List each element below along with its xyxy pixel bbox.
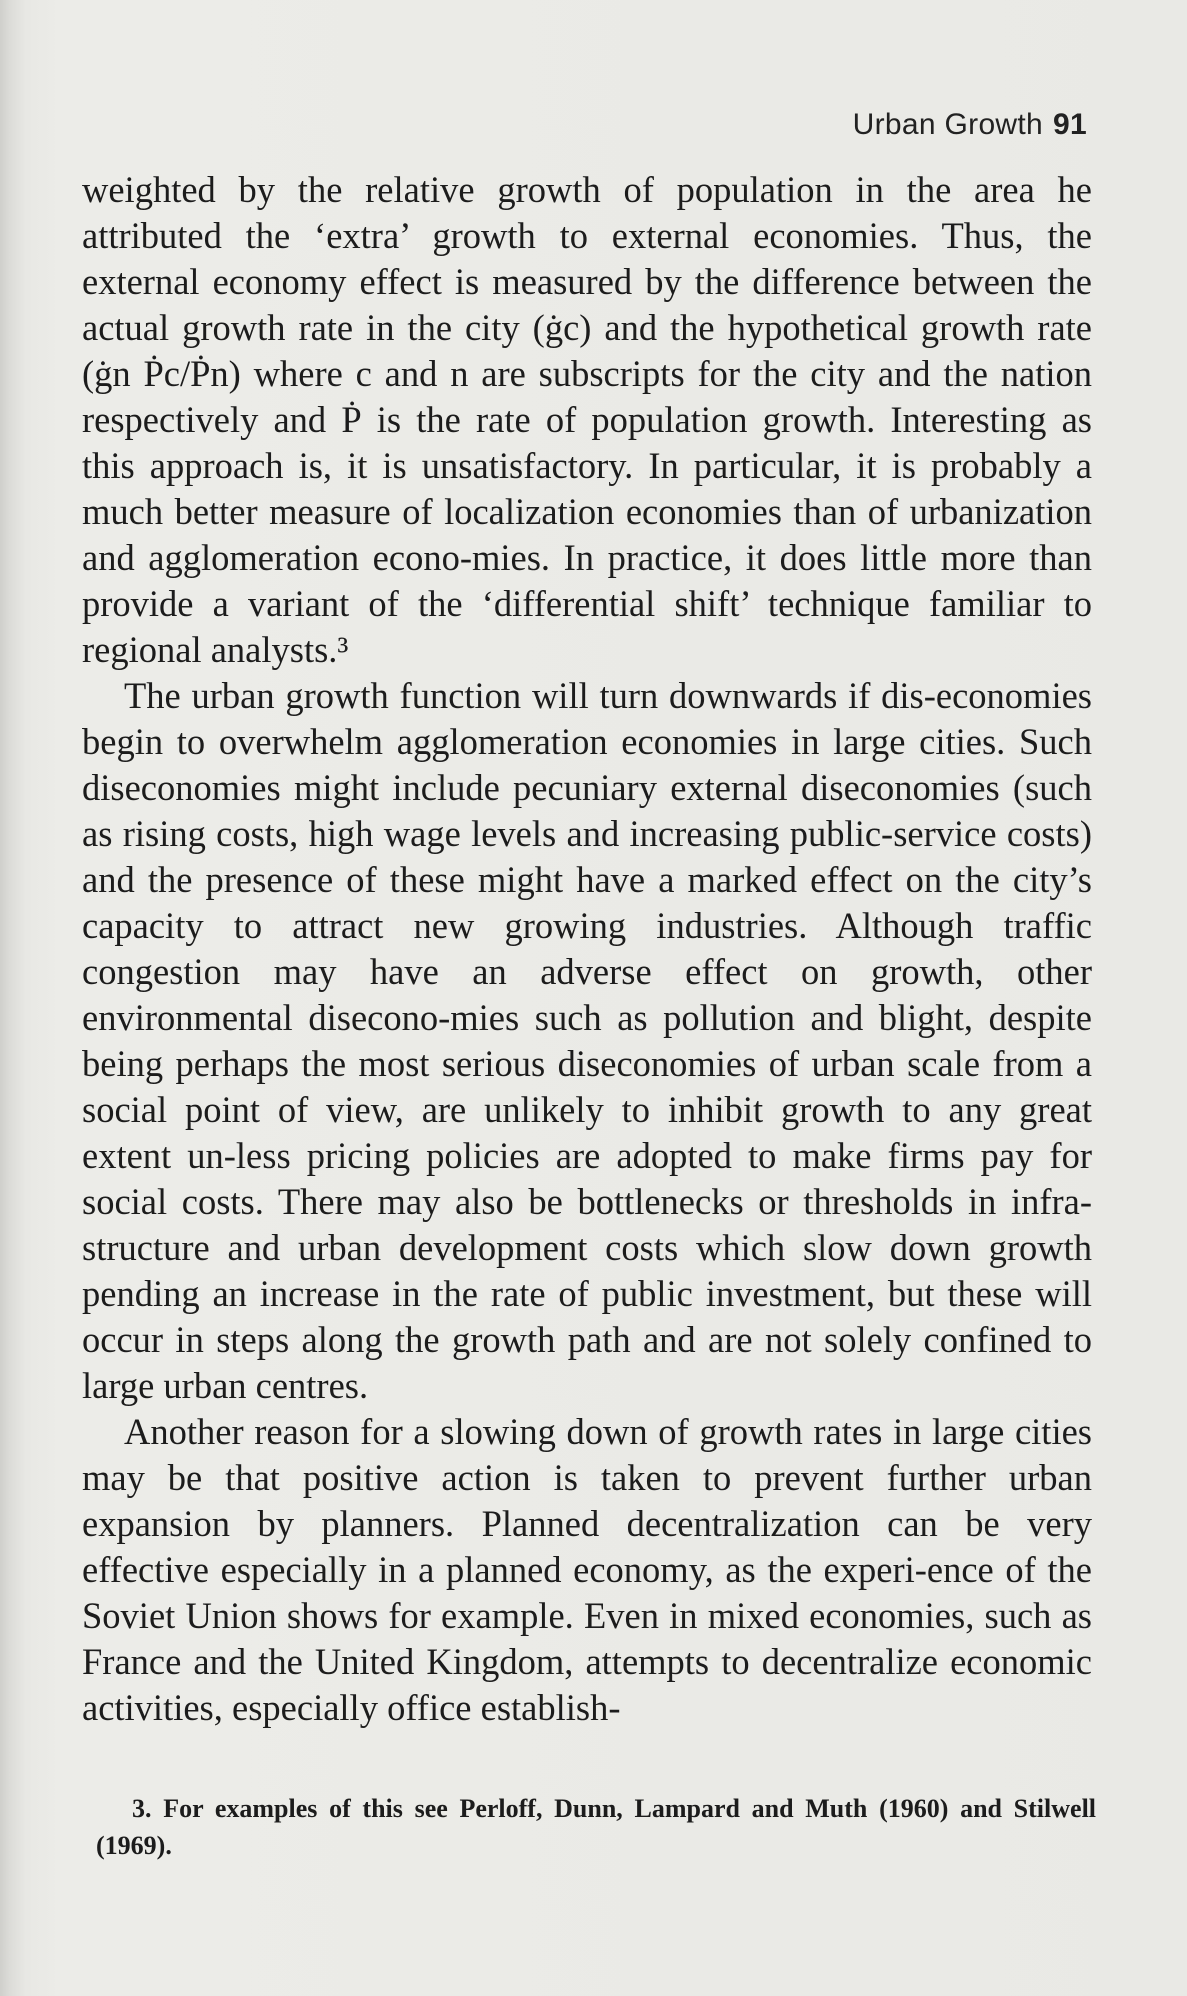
footnote [96, 1790, 1096, 1864]
paragraph-2: The urban growth function will turn downwards if dis-economies begin to overwhelm agglomeration economies in large cities. Such diseconomies might include pecuniary external diseconomies (such as rising costs, high wage levels and increasing public-service costs) and the presence of these might have a marked effect on the city’s capacity to attract new growing industries. Although traffic congestion may have an adverse effect on growth, other environmental disecono-mies such as pollution and blight, despite being perhaps the most serious diseconomies of urban scale from a social point of view, are unlikely to inhibit growth to any great extent un-less pricing policies are adopted to make firms pay for social costs. There may also be bottlenecks or thresholds in infra-structure and urban development costs which slow down growth pending an increase in the rate of public investment, but these will occur in steps along the growth path and are not solely confined to large urban centres. [82, 675, 1092, 1406]
paragraph-3: Another reason for a slowing down of growth rates in large cities may be that positive action is taken to prevent further urban expansion by planners. Planned decentralization can be very effective especially in a planned economy, as the experi-ence of the Soviet Union shows for example. Even in mixed economies, such as France and the United Kingdom, attempts to decentralize economic activities, especially office establish- [82, 1411, 1092, 1728]
body-text [82, 167, 1092, 1731]
paragraph-1: weighted by the relative growth of population in the area he attributed the ‘extra’ growth to external economies. Thus, the external economy effect is measured by the difference between the actual growth rate in the city (ġc) and the hypothetical growth rate (ġn Ṗc/Ṗn) where c and n are subscripts for the city and the nation respectively and Ṗ is the rate of population growth. Interesting as this approach is, it is unsatisfactory. In particular, it is probably a much better measure of localization economies than of urbanization and agglomeration econo-mies. In practice, it does little more than provide a variant of the ‘differential shift’ technique familiar to regional analysts.³ [82, 169, 1092, 670]
page-number: 91 [1053, 108, 1087, 141]
running-head [853, 108, 1087, 142]
running-title: Urban Growth [852, 108, 1044, 141]
footnote-text: For examples of this see Perloff, Dunn, Lampard and Muth (1960) and Stilwell (1969). [96, 1794, 1097, 1860]
footnote-number: 3. [132, 1794, 152, 1823]
